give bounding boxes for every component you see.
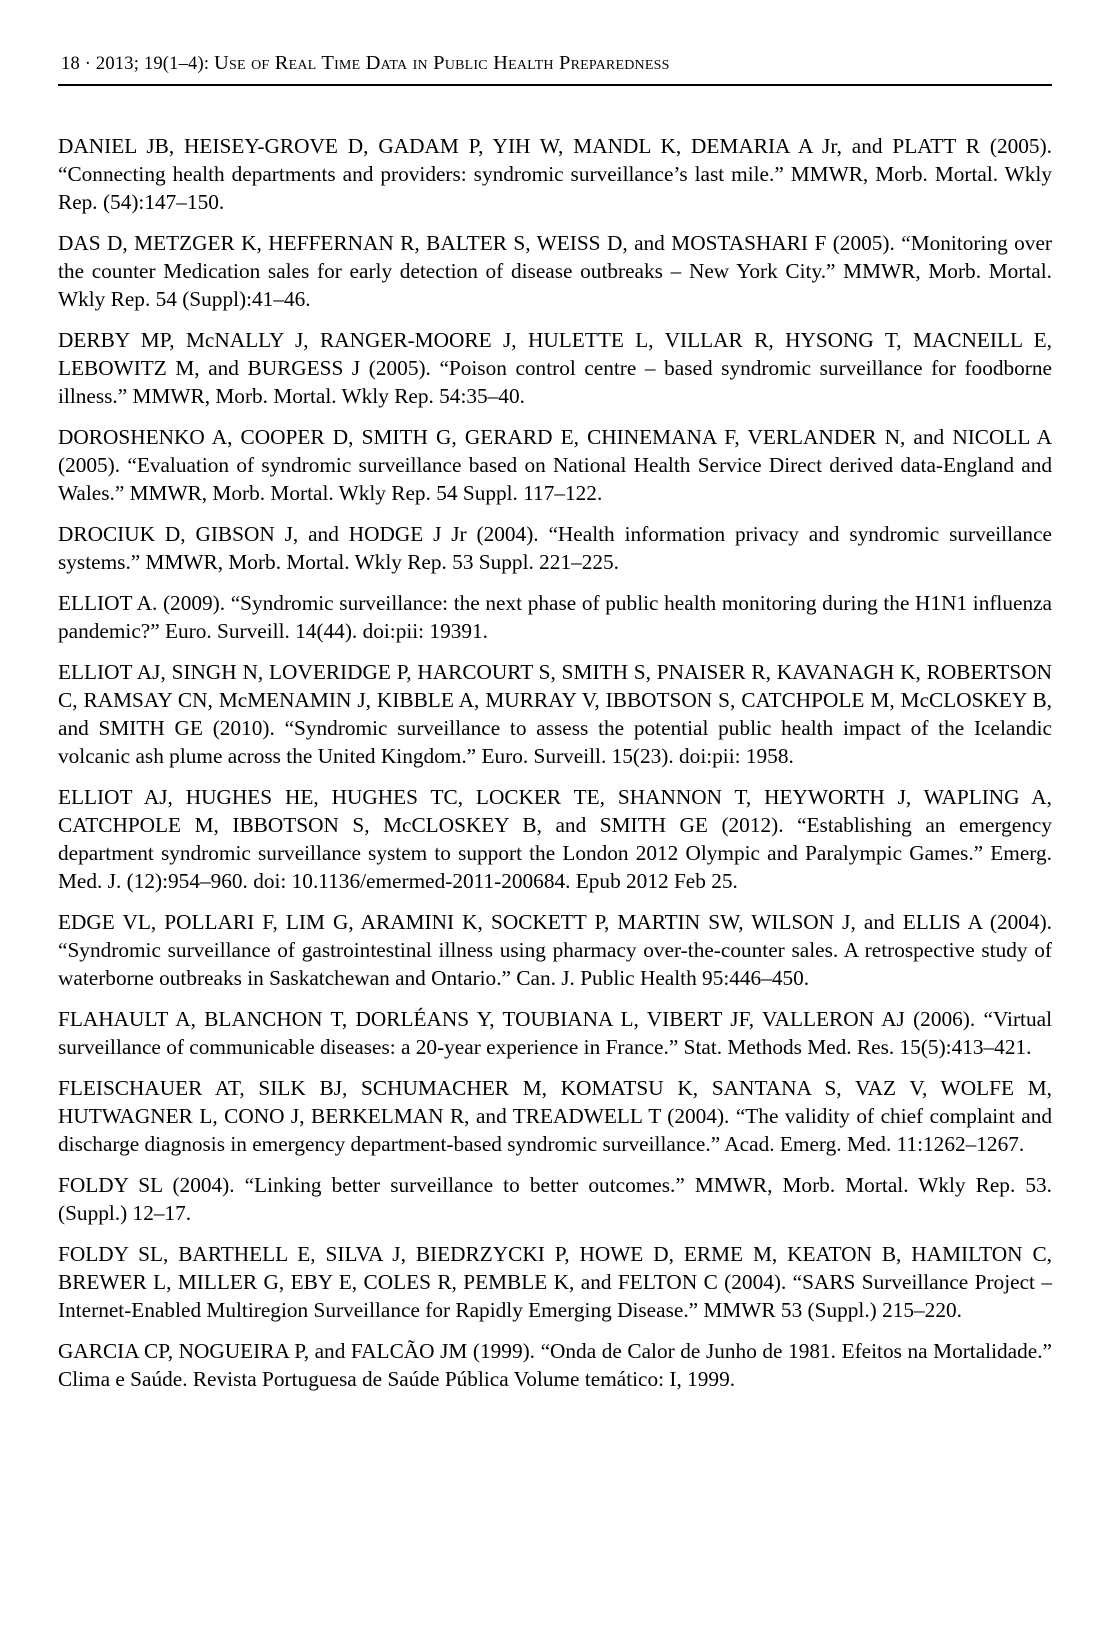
page-header-title: Use of Real Time Data in Public Health Preparedness xyxy=(214,52,670,74)
page-header-prefix: 18 · 2013; 19(1–4): xyxy=(61,54,215,74)
reference-entry: ELLIOT AJ, SINGH N, LOVERIDGE P, HARCOURT S, SMITH S, PNAISER R, KAVANAGH K, ROBERTSON C, RAMSAY CN, McMENAMIN J, KIBBLE A, MURRAY V, IBBOTSON S, CATCHPOLE M, McCLOSKEY B, and SMITH GE (2010). “Syndromic surveillance to assess the potential public health impact of the Icelandic volcanic ash plume across the United Kingdom.” Euro. Surveill. 15(23). doi:pii: 1958. xyxy=(58,660,1052,768)
reference-entry: DAS D, METZGER K, HEFFERNAN R, BALTER S, WEISS D, and MOSTASHARI F (2005). “Monitoring over the counter Medication sales for early detection of disease outbreaks – New York City.” MMWR, Morb. Mortal. Wkly Rep. 54 (Suppl):41–46. xyxy=(58,231,1052,311)
reference-entry: GARCIA CP, NOGUEIRA P, and FALCÃO JM (1999). “Onda de Calor de Junho de 1981. Efeitos na Mortalidade.” Clima e Saúde. Revista Portuguesa de Saúde Pública Volume temático: I, 1999. xyxy=(58,1339,1052,1391)
reference-entry: FLEISCHAUER AT, SILK BJ, SCHUMACHER M, KOMATSU K, SANTANA S, VAZ V, WOLFE M, HUTWAGNER L, CONO J, BERKELMAN R, and TREADWELL T (2004). “The validity of chief complaint and discharge diagnosis in emergency department-based syndromic surveillance.” Acad. Emerg. Med. 11:1262–1267. xyxy=(58,1076,1052,1156)
header-divider xyxy=(58,84,1052,86)
reference-entry: FOLDY SL, BARTHELL E, SILVA J, BIEDRZYCKI P, HOWE D, ERME M, KEATON B, HAMILTON C, BREWER L, MILLER G, EBY E, COLES R, PEMBLE K, and FELTON C (2004). “SARS Surveillance Project – Internet-Enabled Multiregion Surveillance for Rapidly Emerging Disease.” MMWR 53 (Suppl.) 215–220. xyxy=(58,1242,1052,1322)
reference-entry: ELLIOT A. (2009). “Syndromic surveillance: the next phase of public health monitoring during the H1N1 influenza pandemic?” Euro. Surveill. 14(44). doi:pii: 19391. xyxy=(58,591,1052,643)
reference-entry: ELLIOT AJ, HUGHES HE, HUGHES TC, LOCKER TE, SHANNON T, HEYWORTH J, WAPLING A, CATCHPOLE M, IBBOTSON S, McCLOSKEY B, and SMITH GE (2012). “Establishing an emergency department syndromic surveillance system to support the London 2012 Olympic and Paralympic Games.” Emerg. Med. J. (12):954–960. doi: 10.1136/emermed-2011-200684. Epub 2012 Feb 25. xyxy=(58,785,1052,893)
reference-entry: FLAHAULT A, BLANCHON T, DORLÉANS Y, TOUBIANA L, VIBERT JF, VALLERON AJ (2006). “Virtual surveillance of communicable diseases: a 20-year experience in France.” Stat. Methods Med. Res. 15(5):413–421. xyxy=(58,1007,1052,1059)
reference-entry: FOLDY SL (2004). “Linking better surveillance to better outcomes.” MMWR, Morb. Mortal. Wkly Rep. 53. (Suppl.) 12–17. xyxy=(58,1173,1052,1225)
reference-entry: DOROSHENKO A, COOPER D, SMITH G, GERARD E, CHINEMANA F, VERLANDER N, and NICOLL A (2005). “Evaluation of syndromic surveillance based on National Health Service Direct derived data-England and Wales.” MMWR, Morb. Mortal. Wkly Rep. 54 Suppl. 117–122. xyxy=(58,425,1052,505)
reference-entry: DANIEL JB, HEISEY-GROVE D, GADAM P, YIH W, MANDL K, DEMARIA A Jr, and PLATT R (2005). “Connecting health departments and providers: syndromic surveillance’s last mile.” MMWR, Morb. Mortal. Wkly Rep. (54):147–150. xyxy=(58,134,1052,214)
reference-entry: EDGE VL, POLLARI F, LIM G, ARAMINI K, SOCKETT P, MARTIN SW, WILSON J, and ELLIS A (2004). “Syndromic surveillance of gastrointestinal illness using pharmacy over-the-counter sales. A retrospective study of waterborne outbreaks in Saskatchewan and Ontario.” Can. J. Public Health 95:446–450. xyxy=(58,910,1052,990)
reference-entry: DERBY MP, McNALLY J, RANGER-MOORE J, HULETTE L, VILLAR R, HYSONG T, MACNEILL E, LEBOWITZ M, and BURGESS J (2005). “Poison control centre – based syndromic surveillance for foodborne illness.” MMWR, Morb. Mortal. Wkly Rep. 54:35–40. xyxy=(58,328,1052,408)
reference-entry: DROCIUK D, GIBSON J, and HODGE J Jr (2004). “Health information privacy and syndromic surveillance systems.” MMWR, Morb. Mortal. Wkly Rep. 53 Suppl. 221–225. xyxy=(58,522,1052,574)
page-header xyxy=(58,52,1052,84)
reference-list xyxy=(58,132,1052,1393)
